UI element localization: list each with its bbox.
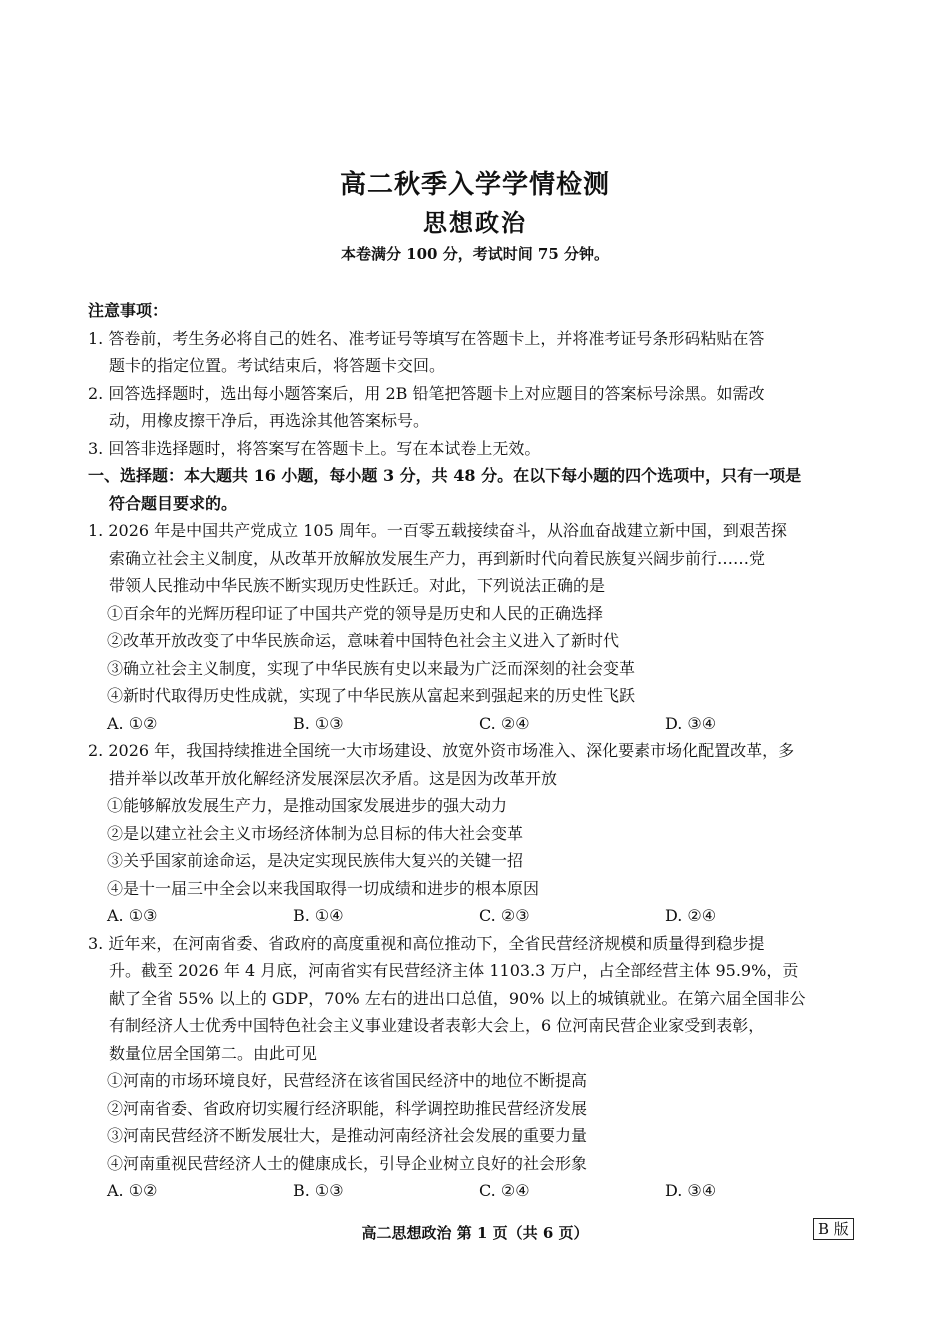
instructions-heading: 注意事项： [88, 301, 169, 320]
question-2-item: ④是十一届三中全会以来我国取得一切成绩和进步的根本原因 [107, 878, 540, 898]
choice-c[interactable]: C. ②④ [479, 1181, 530, 1200]
question-1-stem: 带领人民推动中华民族不断实现历史性跃迁。对此，下列说法正确的是 [109, 576, 606, 595]
question-3-stem: 3. 近年来，在河南省委、省政府的高度重视和高位推动下，全省民营经济规模和质量得到稳步提 [88, 933, 765, 953]
question-3-stem: 数量位居全国第二。由此可见 [109, 1043, 318, 1063]
question-1-choices [88, 710, 858, 738]
question-2-choices [88, 902, 858, 930]
question-2-stem: 2. 2026 年，我国持续推进全国统一大市场建设、放宽外资市场准入、深化要素市场化配置改革，多 [88, 741, 795, 760]
exam-subject: 思想政治 [423, 208, 527, 237]
question-1-item: ③确立社会主义制度，实现了中华民族有史以来最为广泛而深刻的社会变革 [107, 658, 636, 678]
choice-b[interactable]: B. ①④ [293, 906, 344, 925]
choice-b[interactable]: B. ①③ [293, 713, 344, 733]
exam-note: 本卷满分 100 分，考试时间 75 分钟。 [340, 245, 610, 263]
instruction-line: 1. 答卷前，考生务必将自己的姓名、准考证号等填写在答题卡上，并将准考证号条形码粘贴在答 [88, 328, 765, 348]
question-3-stem: 有制经济人士优秀中国特色社会主义事业建设者表彰大会上，6 位河南民营企业家受到表彰， [109, 1016, 765, 1035]
instruction-line: 题卡的指定位置。考试结束后，将答题卡交回。 [109, 356, 446, 375]
page-footer: 高二思想政治 第 1 页（共 6 页） [361, 1224, 589, 1242]
choice-d[interactable]: D. ③④ [665, 713, 717, 733]
question-2-item: ①能够解放发展生产力，是推动国家发展进步的强大动力 [107, 796, 508, 815]
choice-b[interactable]: B. ①③ [293, 1181, 344, 1200]
choice-c[interactable]: C. ②④ [479, 713, 530, 733]
choice-c[interactable]: C. ②③ [479, 906, 530, 925]
question-1-item: ①百余年的光辉历程印证了中国共产党的领导是历史和人民的正确选择 [107, 603, 604, 623]
question-3-stem: 献了全省 55% 以上的 GDP，70% 左右的进出口总值，90% 以上的城镇就业。在第六届全国非公 [109, 988, 806, 1008]
exam-content [88, 297, 858, 1205]
question-3-item: ②河南省委、省政府切实履行经济职能，科学调控助推民营经济发展 [107, 1098, 588, 1118]
choice-a[interactable]: A. ①③ [107, 906, 158, 925]
instruction-line: 2. 回答选择题时，选出每小题答案后，用 2B 铅笔把答题卡上对应题目的答案标号涂黑。如需改 [88, 383, 765, 403]
question-1-stem: 索确立社会主义制度，从改革开放解放发展生产力，再到新时代向着民族复兴阔步前行……党 [109, 548, 766, 568]
question-3-choices [88, 1177, 858, 1205]
choice-a[interactable]: A. ①② [107, 713, 158, 733]
exam-title: 高二秋季入学学情检测 [339, 170, 610, 200]
question-3-stem: 升。截至 2026 年 4 月底，河南省实有民营经济主体 1103.3 万户，占全部经营主体 95.9%，贡 [109, 961, 799, 980]
choice-d[interactable]: D. ③④ [665, 1181, 717, 1200]
question-3-item: ①河南的市场环境良好，民营经济在该省国民经济中的地位不断提高 [107, 1071, 588, 1090]
edition-badge: B 版 [813, 1218, 854, 1240]
instruction-line: 3. 回答非选择题时，将答案写在答题卡上。写在本试卷上无效。 [88, 438, 541, 458]
question-2-item: ③关乎国家前途命运，是决定实现民族伟大复兴的关键一招 [107, 851, 524, 870]
question-2-stem: 措并举以改革开放化解经济发展深层次矛盾。这是因为改革开放 [109, 768, 558, 788]
question-1-item: ②改革开放改变了中华民族命运，意味着中国特色社会主义进入了新时代 [107, 631, 620, 650]
choice-a[interactable]: A. ①② [107, 1181, 158, 1200]
section-heading-cont: 符合题目要求的。 [109, 493, 238, 513]
section-heading: 一、选择题：本大题共 16 小题，每小题 3 分，共 48 分。在以下每小题的四个选项中，只有一项是 [88, 466, 802, 485]
question-3-item: ④河南重视民营经济人士的健康成长，引导企业树立良好的社会形象 [107, 1153, 588, 1173]
instruction-line: 动，用橡皮擦干净后，再选涂其他答案标号。 [109, 411, 430, 430]
question-1-stem: 1. 2026 年是中国共产党成立 105 周年。一百零五载接续奋斗，从浴血奋战建立新中国，到艰苦探 [88, 521, 787, 540]
question-1-item: ④新时代取得历史性成就，实现了中华民族从富起来到强起来的历史性飞跃 [107, 686, 636, 705]
question-2-item: ②是以建立社会主义市场经济体制为总目标的伟大社会变革 [107, 823, 524, 843]
question-3-item: ③河南民营经济不断发展壮大，是推动河南经济社会发展的重要力量 [107, 1126, 588, 1145]
choice-d[interactable]: D. ②④ [665, 906, 717, 925]
